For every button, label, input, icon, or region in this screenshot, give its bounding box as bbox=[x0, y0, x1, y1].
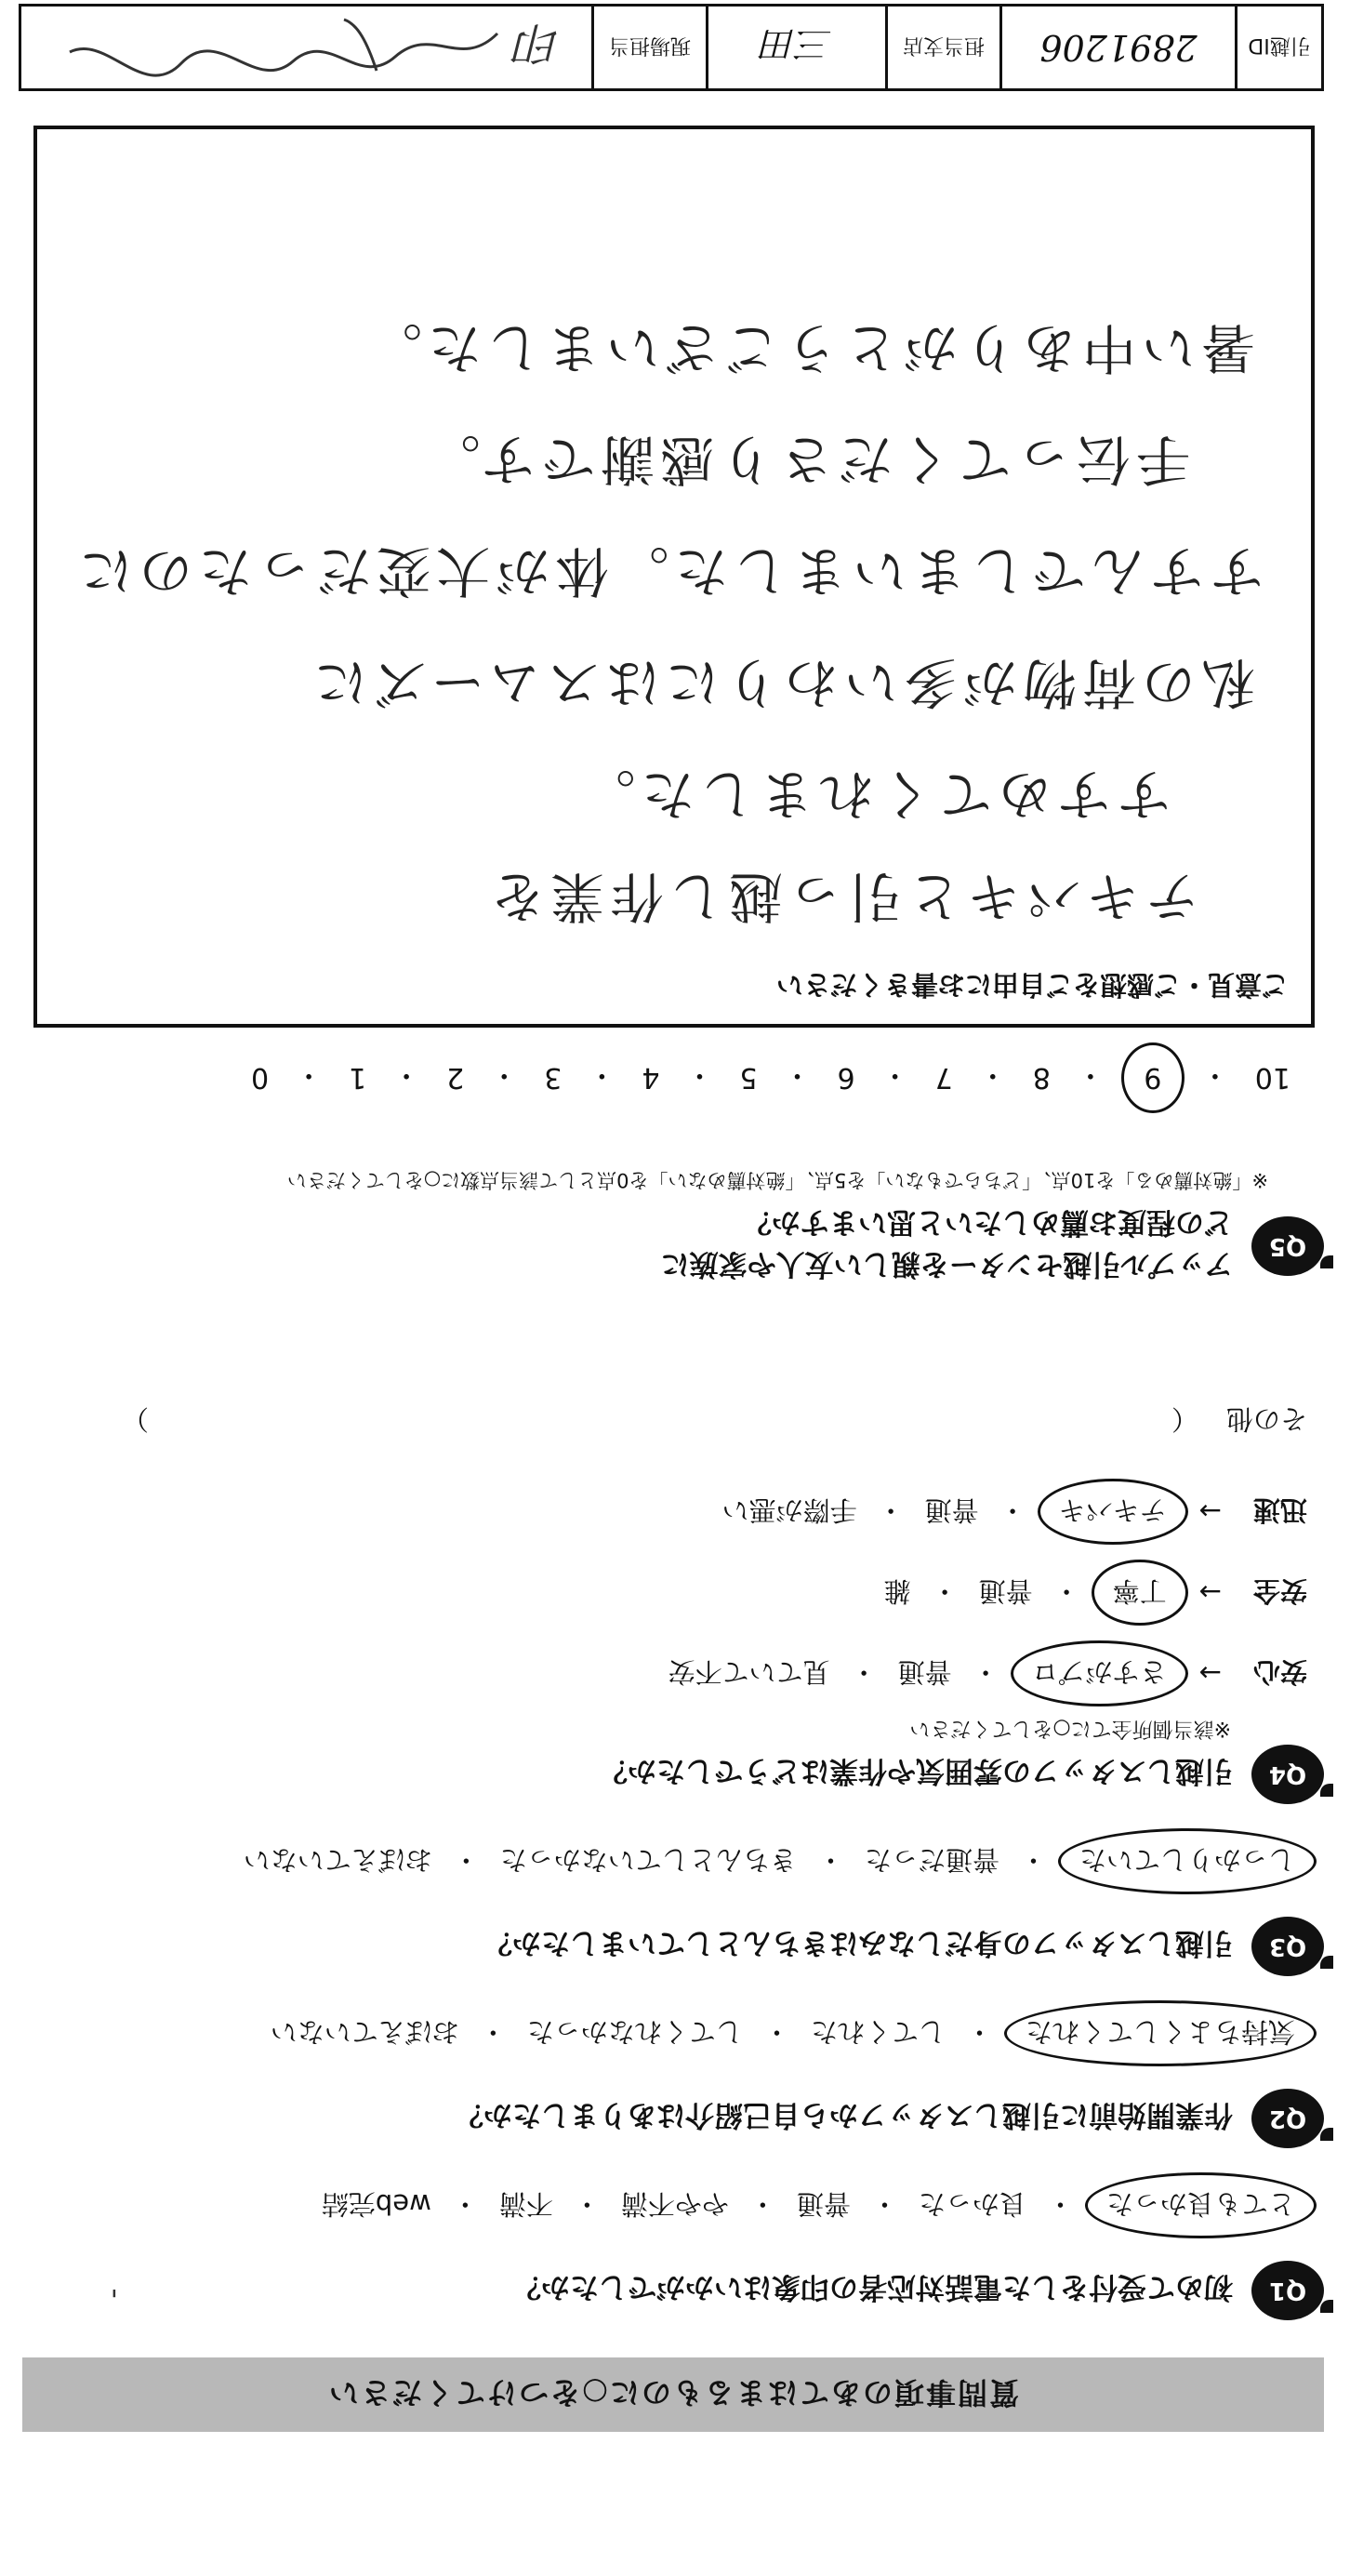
q4-row-jinsoku: 迅速 → テキパキ ・ 普通 ・ 手際が悪い bbox=[41, 1492, 1307, 1532]
branch-value: 三田 bbox=[706, 7, 885, 88]
q4-text: 引越しスタッフの雰囲気や作業はどうでしたか？ bbox=[599, 1754, 1233, 1788]
q4-badge: Q4 bbox=[1251, 1745, 1324, 1804]
q4-other-close: ） bbox=[121, 1403, 149, 1435]
q3-badge: Q3 bbox=[1251, 1917, 1324, 1976]
q4-option[interactable]: 普通 bbox=[978, 1575, 1033, 1607]
q3-option[interactable]: きちんとしていなかった bbox=[499, 1844, 797, 1876]
q4-other bbox=[41, 1401, 1307, 1440]
q5-text-line2: どの程度お薦めしたいと思いますか？ bbox=[743, 1205, 1233, 1239]
handwritten-line: 私の荷物が多いわりにはスムーズに bbox=[308, 651, 1255, 714]
q5-text-line1: アップル引越センターを親しい友人や家族に bbox=[660, 1247, 1233, 1281]
q4-row-anshin: 安心 → さすがプロ ・ 普通 ・ 見ていて不安 bbox=[41, 1653, 1307, 1693]
q3-options: しっかりしていた ・ 普通だった ・ きちんとしていなかった ・ おぼえていない bbox=[41, 1841, 1307, 1881]
stray-mark: ' bbox=[110, 2269, 118, 2302]
q5-badge: Q5 bbox=[1251, 1216, 1324, 1276]
q4-option[interactable]: 普通 bbox=[897, 1656, 952, 1688]
q1-option[interactable]: 普通 bbox=[796, 2188, 851, 2220]
q3-option-selected[interactable]: しっかりしていた bbox=[1058, 1828, 1317, 1894]
scale-point[interactable]: 10 bbox=[1254, 1061, 1290, 1095]
q1-option-selected[interactable]: とても良かった bbox=[1085, 2172, 1317, 2238]
q5-note: ※「絶対薦める」を10点、「どちらでもない」を5点、「絶対薦めない」を0点として該当点数に○をしてください bbox=[286, 1169, 1268, 1191]
question-3 bbox=[41, 1841, 1324, 1976]
q2-option[interactable]: してくれなかった bbox=[526, 2016, 743, 2048]
q2-badge: Q2 bbox=[1251, 2089, 1324, 2148]
question-4 bbox=[41, 1401, 1324, 1804]
scale-point[interactable]: 2 bbox=[446, 1061, 465, 1095]
q4-option[interactable]: 普通 bbox=[924, 1494, 979, 1526]
q4-other-open: （ bbox=[1171, 1403, 1198, 1435]
q4-option[interactable]: 雑 bbox=[883, 1575, 911, 1607]
instructions-banner: 質問事項のあてはまるものに○をつけてください bbox=[22, 2357, 1324, 2432]
q1-option[interactable]: 不満 bbox=[498, 2188, 553, 2220]
q1-options: とても良かった ・ 良かった ・ 普通 ・ やや不満 ・ 不満 ・ web完結 bbox=[41, 2185, 1307, 2225]
q2-option[interactable]: おぼえていない bbox=[270, 2016, 459, 2048]
question-5 bbox=[41, 1042, 1324, 1288]
q1-option[interactable]: やや不満 bbox=[620, 2188, 729, 2220]
q4-option-selected[interactable]: さすがプロ bbox=[1011, 1640, 1188, 1706]
q1-text: 初めて受付をした電話対応者の印象はいかがでしたか？ bbox=[512, 2270, 1233, 2304]
q1-option[interactable]: web完結 bbox=[321, 2188, 431, 2220]
comments-title: ご意見・ご感想をご自由にお書きください bbox=[775, 969, 1289, 1001]
scale-point[interactable]: 5 bbox=[739, 1061, 758, 1095]
question-2 bbox=[41, 2013, 1324, 2148]
q5-scale: 10 ・ 9 ・ 8 ・ 7 ・ 6 ・ 5 ・ 4 ・ 3 ・ 2 ・ 1 ・ 0 bbox=[41, 1042, 1317, 1113]
q4-category: 迅速 bbox=[1252, 1494, 1307, 1526]
scale-point[interactable]: 3 bbox=[544, 1061, 562, 1095]
q4-note: ※該当個所全てに○をしてください bbox=[909, 1717, 1231, 1740]
scale-point-selected[interactable]: 9 bbox=[1121, 1042, 1185, 1113]
q2-option[interactable]: してくれた bbox=[810, 2016, 946, 2048]
q4-option[interactable]: 手際が悪い bbox=[721, 1494, 857, 1526]
id-value: 2891206 bbox=[999, 7, 1235, 88]
staff-signature-area bbox=[21, 7, 591, 88]
handwritten-line: テキパキと引っ越し作業を bbox=[484, 865, 1199, 928]
id-label: 引越ID bbox=[1235, 7, 1321, 88]
q3-option[interactable]: 普通だった bbox=[864, 1844, 999, 1876]
q4-row-anzen: 安全 → 丁寧 ・ 普通 ・ 雑 bbox=[41, 1573, 1307, 1613]
arrow-right-icon: → bbox=[1198, 1495, 1222, 1528]
q4-category: 安全 bbox=[1252, 1575, 1307, 1607]
q1-option[interactable]: 良かった bbox=[918, 2188, 1026, 2220]
handwritten-line: すすめてくれました。 bbox=[576, 763, 1171, 826]
id-table bbox=[19, 4, 1324, 91]
scale-point[interactable]: 1 bbox=[349, 1061, 367, 1095]
arrow-right-icon: → bbox=[1198, 1576, 1222, 1609]
scale-point[interactable]: 7 bbox=[934, 1061, 953, 1095]
q2-options: 気持ちよくしてくれた ・ してくれた ・ してくれなかった ・ おぼえていない bbox=[41, 2013, 1307, 2053]
q3-text: 引越しスタッフの身だしなみはきちんとしていましたか？ bbox=[483, 1926, 1233, 1960]
q4-other-label: その他 bbox=[1225, 1403, 1307, 1435]
arrow-right-icon: → bbox=[1198, 1657, 1222, 1690]
q4-category: 安心 bbox=[1252, 1656, 1307, 1688]
q2-option-selected[interactable]: 気持ちよくしてくれた bbox=[1004, 2000, 1317, 2066]
q4-option-selected[interactable]: 丁寧 bbox=[1092, 1560, 1188, 1626]
handwritten-line: すすんでしまいました。体が大変だったのに bbox=[73, 539, 1264, 603]
q1-badge: Q1 bbox=[1251, 2261, 1324, 2320]
q2-text: 作業開始前に引越しスタッフから自己紹介はありましたか？ bbox=[455, 2098, 1233, 2132]
scale-point[interactable]: 8 bbox=[1032, 1061, 1051, 1095]
handwritten-line: 手伝ってくださり感謝です。 bbox=[420, 428, 1190, 491]
q4-option-selected[interactable]: テキパキ bbox=[1038, 1479, 1188, 1545]
comments-box[interactable] bbox=[33, 126, 1315, 1028]
handwritten-signature-icon bbox=[52, 15, 517, 80]
scale-point[interactable]: 4 bbox=[642, 1061, 660, 1095]
scale-point[interactable]: 6 bbox=[837, 1061, 855, 1095]
q3-option[interactable]: おぼえていない bbox=[243, 1844, 432, 1876]
staff-label: 現場担当 bbox=[591, 7, 706, 88]
scale-point[interactable]: 0 bbox=[250, 1061, 270, 1095]
question-1 bbox=[41, 2185, 1324, 2320]
staff-signature: 印 bbox=[516, 17, 562, 70]
q4-option[interactable]: 見ていて不安 bbox=[668, 1656, 830, 1688]
handwritten-line: 暑い中ありがとうございました。 bbox=[362, 316, 1255, 379]
branch-label: 担当支店 bbox=[885, 7, 999, 88]
